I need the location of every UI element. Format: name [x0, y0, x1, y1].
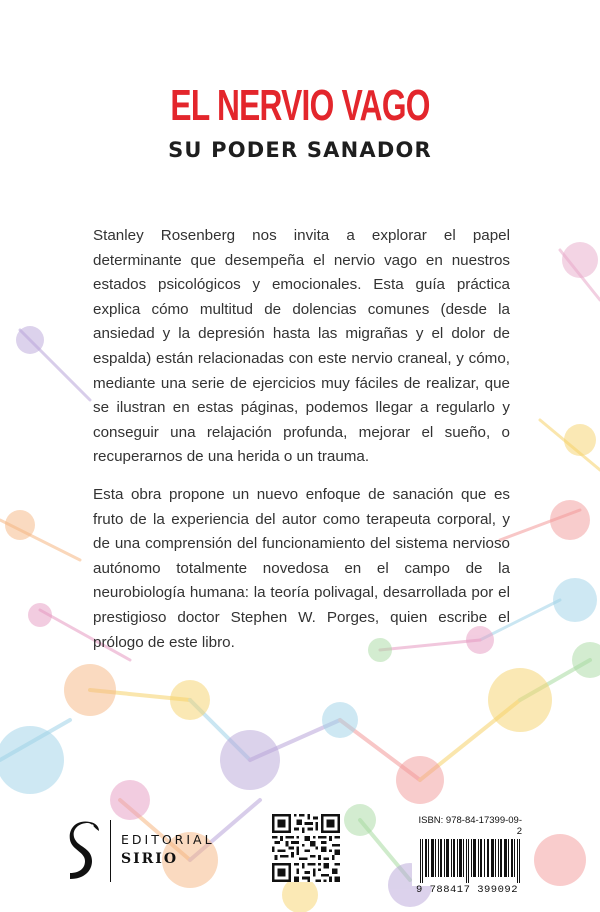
- publisher-line-1: EDITORIAL: [121, 832, 215, 847]
- publisher-name: [121, 832, 215, 870]
- logo-divider: [110, 820, 111, 882]
- publisher-line-2: SIRIO: [121, 851, 179, 867]
- qr-code: [272, 814, 340, 882]
- back-cover-synopsis: [93, 224, 510, 668]
- barcode-bars: [416, 839, 524, 883]
- swan-s-logo-icon: [66, 821, 100, 881]
- isbn-barcode: [412, 812, 528, 896]
- barcode-digits: 9 788417 399092: [416, 884, 519, 896]
- book-subtitle: SU PODER SANADOR: [168, 138, 432, 162]
- publisher-logo: [66, 820, 215, 882]
- isbn-label: ISBN: 978-84-17399-09-2: [418, 815, 522, 837]
- synopsis-paragraph-2: Esta obra propone un nuevo enfoque de sanación que es fruto de la experiencia del autor como terapeuta corporal, y de una comprensión del funcionamiento del sistema nervioso autónomo totalmente novedosa en el campo de la neurobiología humana: la teoría polivagal, desarrollada por el prestigioso doctor Stephen W. Porges, quien escribe el prólogo de este libro.: [93, 485, 510, 651]
- synopsis-paragraph-1: Stanley Rosenberg nos invita a explorar el papel determinante que desempeña el nervio vago en nuestros estados psicológicos y emocionales. Esta guía práctica explica cómo multitud de dolencias comunes (desde la ansiedad y la depresión hasta las migrañas y el dolor de espalda) están relacionadas con este nervio craneal, y cómo, mediante una serie de ejercicios muy fáciles de realizar, que se ilustran en estas páginas, podemos llegar a regularlo y conseguir una relajación profunda, mejorar el sueño, o recuperarnos de una herida o un trauma.: [93, 227, 510, 466]
- book-title: EL NERVIO VAGO: [170, 81, 430, 130]
- title-block: [0, 81, 600, 162]
